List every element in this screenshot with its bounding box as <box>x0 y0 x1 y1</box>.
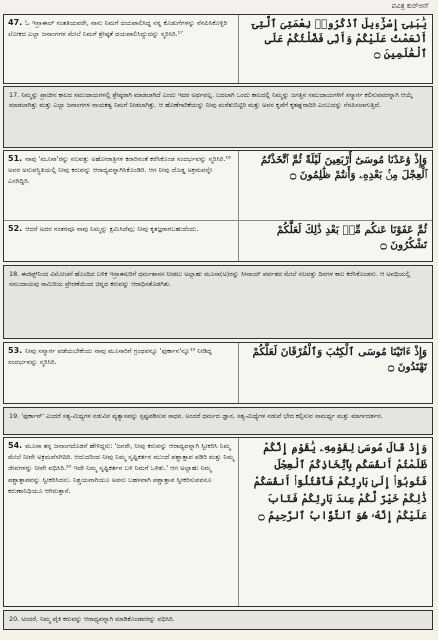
verse-53-number: 53. <box>8 346 23 355</box>
footnote-18-text: 18. ಈಜಿಪ್ಟ್‌ನಿಂದ ವಿಮೋಚನೆ ಹೊಂದಿದ ಬಳಿಕ ಇಸ್ರಾಈಲರಿಗೆ ಧರ್ಮಶಾಸನ ನೀಡಲು ಅಲ್ಲಾಹು ಮೂಸಾ(ಅ)ರನ್ನು ಸೀನಾಯ್ ಪರ್ವತದ ಮೇಲೆ ನಲವತ್ತು ದಿನಗಳ ಕಾಲ ಕರೆಸಿಕೊಂಡನು. ಆ ಅವಧಿಯಲ್ಲಿ ಸಮುದಾಯವು ಸಾಮಿರಿಯ ಪ್ರೇರಣೆಯಿಂದ ಚಿನ್ನದ ಕರುವನ್ನು ಆರಾಧಿಸತೊಡಗಿತು. <box>9 270 411 289</box>
verse-52-kannada <box>4 221 239 261</box>
verse-52 <box>4 221 432 261</box>
verse-52-text: ಆದರೆ ಅದರ ನಂತರವೂ ನಾವು ನಿಮ್ಮನ್ನು ಕ್ಷಮಿಸಿದೆವು; ನೀವು ಕೃತಜ್ಞರಾಗಬಹುದೆಂದು. <box>25 225 199 233</box>
footnote-19 <box>3 407 433 435</box>
verse-47-arabic: يَٰبَنِىٓ إِسْرَٰٓءِيلَ ٱذْكُرُوا۟ نِعْمَتِىَ ٱلَّتِىٓ أَنْعَمْتُ عَلَيْكُمْ وَأَنِّى فَضَّلْتُكُمْ عَلَى ٱلْعَٰلَمِينَ ۝ <box>252 18 427 60</box>
page-header-title: ಪವಿತ್ರ ಕುರ್‌ಆನ್ <box>391 1 429 10</box>
footnote-19-text: 19. 'ಫುರ್ಕಾನ್' ಎಂದರೆ ಸತ್ಯ-ಮಿಥ್ಯಗಳ ನಡುವಿನ ವ್ಯತ್ಯಾಸವನ್ನು ಸ್ಪಷ್ಟಪಡಿಸುವ ಸಾಧನ. ಅಂದರೆ ಧರ್ಮದ ಜ್ಞಾನ, ಸತ್ಯ-ಮಿಥ್ಯೆಗಳ ನಡುವೆ ಭೇದ ಕಲ್ಪಿಸುವ ಸಾಮರ್ಥ್ಯ ಮತ್ತು ಮಾರ್ಗದರ್ಶನ. <box>9 412 383 420</box>
verse-51-kannada <box>4 151 239 220</box>
verse-53-text: ನೀವು ಸನ್ಮಾರ್ಗ ಪಡೆಯಬೇಕೆಂದು ನಾವು ಮೂಸಾರಿಗೆ ಗ್ರಂಥವನ್ನೂ 'ಫುರ್ಕಾನ'ನ್ನೂ¹⁹ ನೀಡಿದ್ದ ಸಂದರ್ಭವನ್ನು ಸ್ಮರಿಸಿರಿ. <box>8 347 212 367</box>
verse-53-kannada <box>4 343 239 403</box>
verse-block-51-52 <box>3 150 433 262</box>
verse-51 <box>4 151 432 221</box>
verse-block-53 <box>3 342 433 404</box>
verse-54-kannada <box>4 438 239 606</box>
verse-51-text: ನಾವು 'ಮೂಸಾ'ರನ್ನು ನಲವತ್ತು ಅಹೋರಾತ್ರಿಗಳ ಕರಾರಿನಂತೆ ಕರೆಸಿಕೊಂಡ ಸಂದರ್ಭವನ್ನು ಸ್ಮರಿಸಿರಿ.¹⁸ ಅವರ ಅನುಪಸ್ಥಿತಿಯಲ್ಲಿ ನೀವು ಕರುವನ್ನು ಆರಾಧ್ಯವನ್ನಾಗಿಸಿಕೊಂಡಿರಿ. ಆಗ ನೀವು ದೊಡ್ಡ ಅಕ್ರಮವನ್ನೇ ಎಸಗಿದ್ದಿರಿ. <box>8 155 231 186</box>
verse-53-arabic: وَإِذْ ءَاتَيْنَا مُوسَى ٱلْكِتَٰبَ وَٱلْفُرْقَانَ لَعَلَّكُمْ تَهْتَدُونَ ۝ <box>252 346 427 373</box>
verse-53 <box>4 343 432 403</box>
verse-47-kannada <box>4 15 239 83</box>
verse-block-47 <box>3 14 433 84</box>
footnote-20 <box>3 610 433 630</box>
verse-block-54 <box>3 437 433 607</box>
verse-51-arabic: وَإِذْ وَٰعَدْنَا مُوسَىٰٓ أَرْبَعِينَ لَيْلَةً ثُمَّ ٱتَّخَذْتُمُ ٱلْعِجْلَ مِنۢ بَعْدِهِۦ وَأَنتُمْ ظَٰلِمُونَ ۝ <box>260 154 427 181</box>
verse-52-arabic: ثُمَّ عَفَوْنَا عَنكُم مِّنۢ بَعْدِ ذَٰلِكَ لَعَلَّكُمْ تَشْكُرُونَ ۝ <box>276 224 427 251</box>
verse-52-number: 52. <box>8 224 23 233</box>
quran-page <box>3 0 435 640</box>
verse-54-text: ಮೂಸಾ ತನ್ನ ಜನಾಂಗದೊಡನೆ ಹೇಳಿದ್ದರು: 'ಜನರೇ, ನೀವು ಕರುವನ್ನು ಆರಾಧ್ಯವನ್ನಾಗಿ ಸ್ವೀಕರಿಸಿ ನಿಮ್ಮ ಮೇಲೆ ನೀವೇ ಅಕ್ರಮವೆಸಗಿದಿರಿ. ಆದುದರಿಂದ ನೀವು ನಿಮ್ಮ ಸೃಷ್ಟಿಕರ್ತನ ಮುಂದೆ ಪಶ್ಚಾತ್ತಾಪ ಪಡಿರಿ ಮತ್ತು ನಿಮ್ಮ ಜೀವಗಳನ್ನು ನೀವೇ ವಧಿಸಿರಿ.²⁰ ಇದೇ ನಿಮ್ಮ ಸೃಷ್ಟಿಕರ್ತನ ಬಳಿ ನಿಮಗೆ ಒಳಿತು.' ಆಗ ಅಲ್ಲಾಹು ನಿಮ್ಮ ಪಶ್ಚಾತ್ತಾಪವನ್ನು ಸ್ವೀಕರಿಸಿದನು. ನಿಶ್ಚಯವಾಗಿಯೂ ಅವನು ಬಹಳವಾಗಿ ಪಶ್ಚಾತ್ತಾಪ ಸ್ವೀಕರಿಸುವವನೂ ಕರುಣಾನಿಧಿಯೂ ಆಗಿರುತ್ತಾನೆ. <box>8 442 235 495</box>
footnote-17-text: 17. ನಿಮ್ಮನ್ನು ಪ್ರಾಚೀನ ಕಾಲದ ಸಮುದಾಯಗಳಲ್ಲಿ ಶ್ರೇಷ್ಠರಾಗಿ ಮಾಡಲಾಗಿದೆ ಎಂದು ಇದರ ಅರ್ಥವಲ್ಲ. ಬದಲಾಗಿ ಒಂದು ಕಾಲದಲ್ಲಿ ನಿಮ್ಮನ್ನು ಜಗತ್ತಿನ ಸಮುದಾಯಗಳಿಗೆ ಸನ್ಮಾರ್ಗ ಕಲಿಸುವವರನ್ನಾಗಿ ಆಯ್ಕೆ ಮಾಡಲಾಗಿತ್ತು ಮತ್ತು ಎಲ್ಲಾ ಜನಾಂಗಗಳ ನಾಯಕತ್ವ ನಿಮಗೆ ನೀಡಲಾಗಿತ್ತು. ಆ ಹೊಣೆಗಾರಿಕೆಯನ್ನು ನೀವು ಮರೆತುಬಿಟ್ಟಿರಿ ಮತ್ತು ಅವನ ಕೃಪೆಗೆ ಕೃತಘ್ನರಾದಿರಿ ಎಂಬುದನ್ನು ನೆನಪಿಸಲಾಗುತ್ತಿದೆ. <box>9 91 413 110</box>
verse-47-number: 47. <box>8 18 23 27</box>
page-header <box>3 0 435 12</box>
verse-54 <box>4 438 432 606</box>
verse-54-arabic: وَإِذْ قَالَ مُوسَىٰ لِقَوْمِهِۦ يَٰقَوْمِ إِنَّكُمْ ظَلَمْتُمْ أَنفُسَكُم بِٱتِّخَاذِكُمُ ٱلْعِجْلَ فَتُوبُوٓا۟ إِلَىٰ بَارِئِكُمْ فَٱقْتُلُوٓا۟ أَنفُسَكُمْ ذَٰلِكُمْ خَيْرٌ لَّكُمْ عِندَ بَارِئِكُمْ فَتَابَ عَلَيْكُمْ إِنَّهُۥ هُوَ ٱلتَّوَّابُ ٱلرَّحِيمُ ۝ <box>253 442 427 522</box>
verse-51-number: 51. <box>8 154 23 163</box>
verse-47 <box>4 15 432 83</box>
verse-47-text: ಓ ಇಸ್ರಾಈಲ್ ಸಂತತಿಯವರೇ, ನಾನು ನಿಮಗೆ ದಯಪಾಲಿಸಿದ್ದ ನನ್ನ ಕೊಡುಗೆಗಳನ್ನು ನೆನಪಿಸಿಕೊಳ್ಳಿರಿ ಲೋಕದ ಎಲ್ಲಾ ಜನಾಂಗಗಳ ಮೇಲೆ ನಿಮಗೆ ಶ್ರೇಷ್ಠತೆ ದಯಪಾಲಿಸಿದ್ದುದನ್ನು ಸ್ಮರಿಸಿರಿ.¹⁷ <box>8 19 228 39</box>
footnote-20-text: 20. ಅಂದರೆ, ನಿಮ್ಮ ಪೈಕಿ ಕರುವನ್ನು ಆರಾಧ್ಯವನ್ನಾಗಿ ಮಾಡಿಕೊಂಡವರನ್ನು ವಧಿಸಿರಿ. <box>9 615 175 623</box>
footnote-17 <box>3 86 433 148</box>
footnote-18 <box>3 265 433 339</box>
verse-54-number: 54. <box>8 441 23 450</box>
